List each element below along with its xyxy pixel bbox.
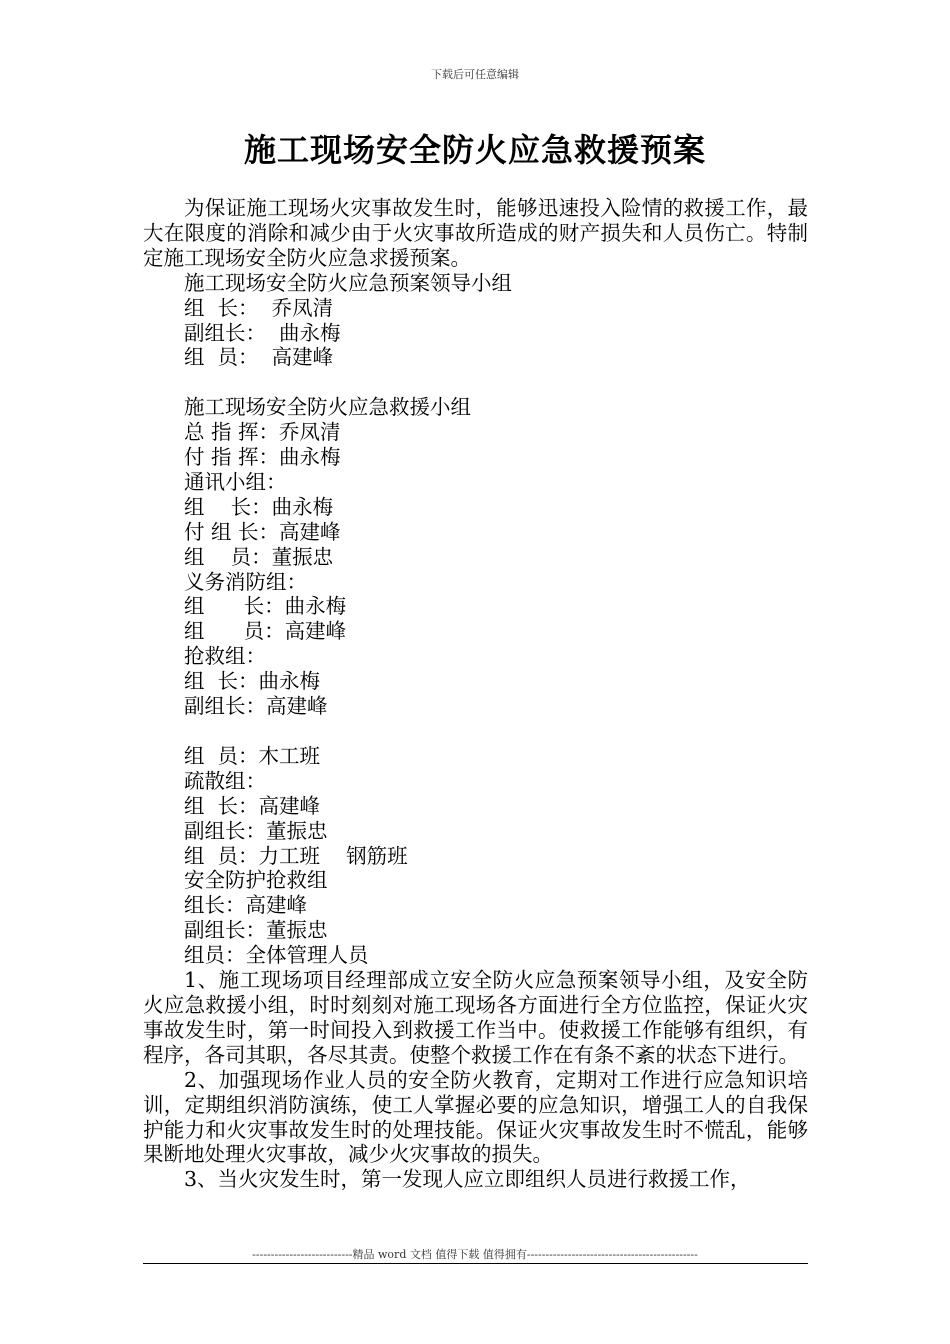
rescue-group-block: [143, 395, 808, 719]
intro-paragraph: 为保证施工现场火灾事故发生时，能够迅速投入险情的救援工作，最大在限度的消除和减少由于火灾事故所造成的财产损失和人员伤亡。特制定施工现场安全防火应急求援预案。: [143, 196, 808, 270]
body-paragraph: 1、施工现场项目经理部成立安全防火应急预案领导小组，及安全防火应急救援小组，时时刻刻对施工现场各方面进行全方位监控，保证火灾事故发生时，第一时间投入到救援工作当中。使救援工作能够有组织，有程序，各司其职，各尽其责。使整个救援工作在有条不紊的状态下进行。: [143, 968, 808, 1067]
document-body: [143, 196, 808, 1192]
text-line: 付 指 挥：曲永梅: [184, 445, 341, 470]
text-line: 副组长：董振忠: [184, 918, 328, 943]
text-line: 付 组 长：高建峰: [184, 519, 341, 544]
text-line: 组 长：曲永梅: [184, 494, 334, 519]
text-line: 抢救组：: [184, 644, 266, 669]
leadership-group-block: [143, 271, 808, 371]
text-line: 组 长： 乔凤清: [184, 295, 334, 320]
text-line: 组 长：高建峰: [184, 793, 321, 818]
text-line: 通讯小组：: [184, 469, 287, 494]
text-line: 施工现场安全防火应急救援小组: [184, 395, 471, 420]
text-line: 组 员： 高建峰: [184, 345, 334, 370]
body-paragraph: 2、加强现场作业人员的安全防火教育，定期对工作进行应急知识培训，定期组织消防演练，使工人掌握必要的应急知识，增强工人的自我保护能力和火灾事故发生时的处理技能。保证火灾事故发生时不慌乱，能够果断地处理火灾事故，减少火灾事故的损失。: [143, 1067, 808, 1167]
text-line: 安全防护抢救组: [184, 868, 328, 893]
page-footer-note: ---------------------------精品 word 文档 值得下载 值得拥有----------------------------------------------: [252, 1248, 698, 1261]
text-line: 组 长：曲永梅: [184, 594, 347, 619]
text-line: 疏散组：: [184, 768, 266, 793]
text-line: 组 员：力工班 钢筋班: [184, 843, 408, 868]
evacuation-group-block: [143, 744, 808, 968]
text-line: 副组长： 曲永梅: [184, 320, 341, 345]
text-line: 副组长：高建峰: [184, 694, 328, 719]
text-line: 组员：全体管理人员: [184, 943, 369, 968]
text-line: 组长：高建峰: [184, 893, 307, 918]
text-line: 义务消防组：: [184, 569, 307, 594]
text-line: 组 员：木工班: [184, 743, 321, 768]
text-line: 总 指 挥：乔凤清: [184, 420, 341, 445]
text-line: 组 长：曲永梅: [184, 669, 321, 694]
text-line: 组 员：董振忠: [184, 544, 334, 569]
page-header-note: 下载后可任意编辑: [431, 68, 519, 81]
blank-line: [143, 719, 808, 744]
text-line: 施工现场安全防火应急预案领导小组: [184, 270, 512, 295]
text-line: 组 员：高建峰: [184, 619, 347, 644]
footer-divider: [143, 1263, 808, 1264]
text-line: 副组长：董振忠: [184, 818, 328, 843]
document-title: 施工现场安全防火应急救援预案: [243, 131, 706, 169]
blank-line: [143, 370, 808, 395]
body-paragraph: 3、当火灾发生时，第一发现人应立即组织人员进行救援工作，: [184, 1167, 751, 1192]
